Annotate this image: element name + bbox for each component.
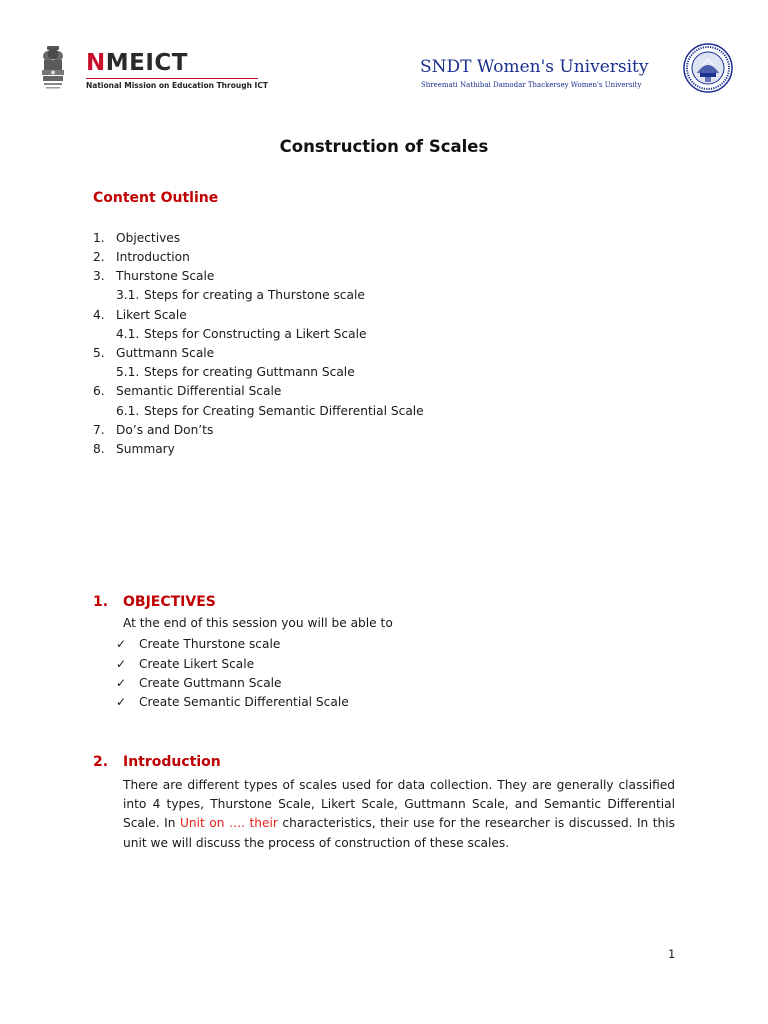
list-item-number: 4.1. [116, 327, 140, 341]
university-full-name: Shreemati Nathibai Damodar Thackersey Women's University [421, 81, 642, 89]
paragraph-text: There are different types of scales used for data collection. They are generally classified into 4 types, Thurstone Scale, Likert Scale, Guttmann Scale, and Semantic Differential Scale. In [123, 778, 675, 831]
list-item-text: Create Likert Scale [139, 657, 255, 671]
list-item-number: 4. [93, 308, 105, 322]
list-item-text: Thurstone Scale [116, 269, 215, 283]
list-item-number: 7. [93, 423, 105, 437]
list-item-text: Objectives [116, 231, 181, 245]
list-item-number: 3. [93, 269, 105, 283]
checkmark-icon: ✓ [116, 676, 127, 690]
nmeict-logo-subtitle: National Mission on Education Through ICT [86, 81, 268, 90]
checkmark-icon: ✓ [116, 657, 127, 671]
national-emblem-icon [38, 44, 68, 92]
list-item-text: Create Thurstone scale [139, 637, 281, 651]
introduction-heading: Introduction [123, 754, 221, 770]
section-number: 1. [93, 594, 109, 610]
nmeict-logo-rule [86, 78, 258, 79]
list-item-number: 6.1. [116, 404, 140, 418]
document-title: Construction of Scales [279, 137, 489, 156]
list-item-text: Create Guttmann Scale [139, 676, 282, 690]
list-item-number: 1. [93, 231, 105, 245]
page-number: 1 [668, 947, 676, 961]
objectives-heading: OBJECTIVES [123, 594, 216, 610]
highlighted-text: Unit on …. their [179, 816, 278, 831]
content-outline-heading: Content Outline [93, 190, 219, 206]
list-item-text: Guttmann Scale [116, 346, 215, 360]
university-seal-icon [683, 43, 733, 93]
introduction-paragraph [123, 776, 675, 853]
list-item-number: 5.1. [116, 365, 140, 379]
list-item-number: 6. [93, 384, 105, 398]
list-item-number: 5. [93, 346, 105, 360]
list-item-text: Steps for creating Guttmann Scale [144, 365, 355, 379]
list-item-text: Steps for creating a Thurstone scale [144, 288, 365, 302]
paragraph-text: characteristics, their use for the researcher is discussed. In this unit we will discuss the process of construction of these scales. [123, 816, 676, 850]
checkmark-icon: ✓ [116, 637, 127, 651]
list-item-text: Introduction [116, 250, 190, 264]
list-item-number: 2. [93, 250, 105, 264]
list-item-text: Likert Scale [116, 308, 187, 322]
list-item-text: Semantic Differential Scale [116, 384, 282, 398]
nmeict-logo-text: NMEICT [86, 50, 188, 76]
list-item-number: 3.1. [116, 288, 140, 302]
list-item-text: Do’s and Don’ts [116, 423, 214, 437]
objectives-intro: At the end of this session you will be able to [123, 616, 393, 630]
list-item-text: Create Semantic Differential Scale [139, 695, 349, 709]
list-item-text: Steps for Constructing a Likert Scale [144, 327, 367, 341]
university-name: SNDT Women's University [420, 57, 649, 77]
checkmark-icon: ✓ [116, 695, 127, 709]
list-item-text: Summary [116, 442, 175, 456]
list-item-number: 8. [93, 442, 105, 456]
list-item-text: Steps for Creating Semantic Differential Scale [144, 404, 424, 418]
section-number: 2. [93, 754, 109, 770]
